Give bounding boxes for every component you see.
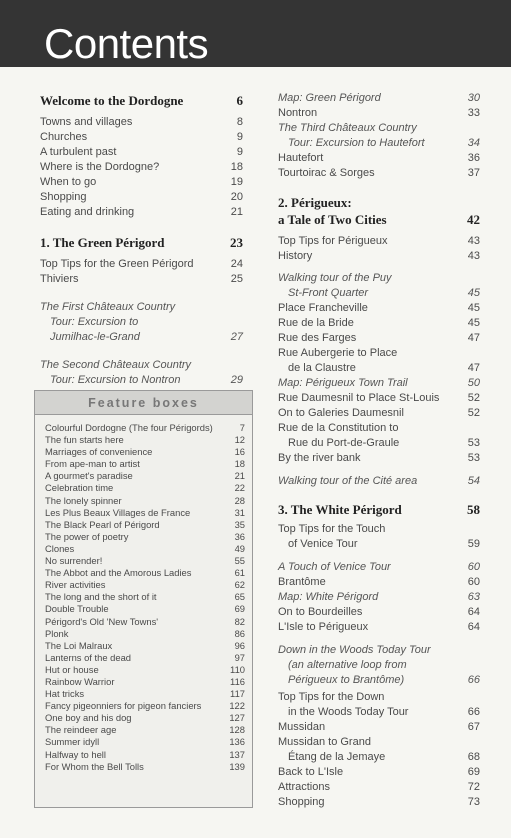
entry-page: 128 bbox=[229, 724, 245, 736]
entry-label: Top Tips for the Down bbox=[278, 691, 385, 703]
entry-page: 53 bbox=[467, 452, 480, 464]
entry-label: On to Galeries Daumesnil bbox=[278, 407, 404, 419]
entry-label: St-Front Quarter bbox=[288, 287, 369, 299]
entry-page: 31 bbox=[234, 506, 245, 518]
entry-page: 24 bbox=[230, 258, 243, 270]
entry-label: The Loi Malraux bbox=[45, 639, 113, 651]
entry-page: 54 bbox=[467, 475, 480, 487]
toc-entry-venice-tour[interactable] bbox=[278, 560, 480, 575]
toc-entry[interactable] bbox=[45, 531, 245, 543]
toc-entry[interactable] bbox=[278, 575, 480, 590]
toc-entry[interactable] bbox=[45, 736, 245, 748]
entry-page: 64 bbox=[467, 606, 480, 618]
entry-label: Where is the Dordogne? bbox=[40, 161, 160, 173]
entry-label: (an alternative loop from bbox=[288, 659, 407, 671]
toc-entry[interactable] bbox=[45, 495, 245, 507]
toc-entry[interactable] bbox=[45, 470, 245, 482]
entry-page: 36 bbox=[234, 530, 245, 542]
green-entries bbox=[40, 257, 243, 287]
toc-entry[interactable] bbox=[278, 166, 480, 181]
entry-page: 97 bbox=[234, 651, 245, 663]
toc-entry-walk2[interactable] bbox=[278, 474, 480, 489]
entry-page: 19 bbox=[230, 176, 243, 188]
toc-entry-tour2[interactable] bbox=[40, 358, 243, 388]
toc-entry[interactable] bbox=[278, 91, 480, 106]
entry-page: 137 bbox=[229, 748, 245, 760]
entry-page: 35 bbox=[234, 518, 245, 530]
entry-label: Map: White Périgord bbox=[278, 591, 379, 603]
entry-page: 61 bbox=[234, 567, 245, 579]
entry-label: Rue de la Bride bbox=[278, 317, 354, 329]
toc-entry-tour3[interactable] bbox=[278, 121, 480, 151]
entry-page: 9 bbox=[236, 131, 243, 143]
toc-entry[interactable] bbox=[45, 628, 245, 640]
toc-entry[interactable] bbox=[40, 145, 243, 160]
entry-label: Walking tour of the Cité area bbox=[278, 475, 418, 487]
entry-label: History bbox=[278, 250, 313, 262]
entry-label: Tour: Excursion to Nontron bbox=[50, 374, 181, 386]
toc-entry[interactable] bbox=[45, 555, 245, 567]
entry-page: 33 bbox=[467, 107, 480, 119]
entry-label: The fun starts here bbox=[45, 434, 124, 446]
toc-entry[interactable] bbox=[278, 106, 480, 121]
entry-label: Back to L'Isle bbox=[278, 766, 344, 778]
entry-label: The power of poetry bbox=[45, 530, 129, 542]
entry-label: Hut or house bbox=[45, 663, 99, 675]
toc-entry[interactable] bbox=[40, 115, 243, 130]
entry-label: Marriages of convenience bbox=[45, 446, 153, 458]
entry-label: The lonely spinner bbox=[45, 494, 122, 506]
entry-page: 43 bbox=[467, 235, 480, 247]
toc-entry-map-town[interactable] bbox=[278, 376, 480, 391]
entry-label: A Touch of Venice Tour bbox=[278, 561, 391, 573]
entry-label: Périgueux to Brantôme) bbox=[288, 674, 405, 686]
toc-entry[interactable] bbox=[40, 257, 243, 272]
section-page: 58 bbox=[467, 502, 480, 517]
entry-page: 60 bbox=[467, 576, 480, 588]
toc-entry[interactable] bbox=[278, 795, 480, 810]
section-label: 2. Périgueux: bbox=[278, 195, 352, 210]
entry-label: Celebration time bbox=[45, 482, 114, 494]
entry-label: Fancy pigeonniers for pigeon fanciers bbox=[45, 700, 202, 712]
entry-label: Top Tips for Périgueux bbox=[278, 235, 388, 247]
entry-label: River activities bbox=[45, 579, 106, 591]
entry-label: Rue Aubergerie to Place bbox=[278, 347, 398, 359]
entry-label: Les Plus Beaux Villages de France bbox=[45, 506, 191, 518]
walk1-entries bbox=[278, 301, 480, 346]
entry-label: Churches bbox=[40, 131, 88, 143]
page-title: Contents bbox=[44, 20, 209, 67]
section-label: 1. The Green Périgord bbox=[40, 235, 165, 250]
toc-entry-aubergerie[interactable] bbox=[278, 346, 480, 376]
entry-label: Double Trouble bbox=[45, 603, 109, 615]
toc-entry[interactable] bbox=[278, 331, 480, 346]
toc-entry[interactable] bbox=[45, 446, 245, 458]
section-page: 6 bbox=[236, 93, 243, 108]
entry-page: 49 bbox=[234, 542, 245, 554]
entry-page: 29 bbox=[230, 374, 243, 386]
entry-page: 36 bbox=[467, 152, 480, 164]
entry-label: Halfway to hell bbox=[45, 748, 106, 760]
entry-label: de la Claustre bbox=[288, 362, 356, 374]
entry-label: Map: Périgueux Town Trail bbox=[278, 377, 408, 389]
entry-label: Rue de la Constitution to bbox=[278, 422, 399, 434]
toc-entry[interactable] bbox=[40, 175, 243, 190]
entry-label: of Venice Tour bbox=[288, 538, 358, 550]
toc-entry[interactable] bbox=[278, 605, 480, 620]
toc-entry-woods-tour[interactable] bbox=[278, 643, 480, 688]
section-heading-perigueux[interactable] bbox=[278, 194, 480, 228]
entry-label: Walking tour of the Puy bbox=[278, 272, 392, 284]
entry-page: 47 bbox=[467, 332, 480, 344]
walk1-more-entries bbox=[278, 391, 480, 421]
entry-label: Shopping bbox=[40, 191, 87, 203]
entry-page: 52 bbox=[467, 392, 480, 404]
toc-entry[interactable] bbox=[278, 249, 480, 264]
entry-page: 86 bbox=[234, 627, 245, 639]
entry-page: 67 bbox=[467, 721, 480, 733]
entry-page: 72 bbox=[467, 781, 480, 793]
entry-page: 47 bbox=[467, 362, 480, 374]
entry-page: 25 bbox=[230, 273, 243, 285]
toc-entry[interactable] bbox=[278, 406, 480, 421]
entry-page: 66 bbox=[467, 706, 480, 718]
entry-label: The Third Châteaux Country bbox=[278, 122, 417, 134]
toc-entry-constitution[interactable] bbox=[278, 421, 480, 451]
entry-page: 69 bbox=[234, 603, 245, 615]
entry-label: Attractions bbox=[278, 781, 330, 793]
toc-entry[interactable] bbox=[45, 591, 245, 603]
entry-page: 116 bbox=[230, 675, 245, 687]
entry-label: When to go bbox=[40, 176, 97, 188]
toc-entry[interactable] bbox=[40, 272, 243, 287]
entry-page: 7 bbox=[239, 422, 245, 433]
entry-label: The Black Pearl of Périgord bbox=[45, 518, 160, 530]
toc-entry[interactable] bbox=[278, 780, 480, 795]
toc-entry[interactable] bbox=[45, 664, 245, 676]
entry-page: 64 bbox=[467, 621, 480, 633]
toc-entry[interactable] bbox=[45, 688, 245, 700]
toc-entry[interactable] bbox=[40, 205, 243, 220]
entry-label: Mussidan bbox=[278, 721, 326, 733]
entry-label: No surrender! bbox=[45, 555, 103, 567]
toc-entry[interactable] bbox=[45, 749, 245, 761]
toc-entry[interactable] bbox=[45, 434, 245, 446]
entry-page: 50 bbox=[467, 377, 480, 389]
entry-label: The reindeer age bbox=[45, 724, 117, 736]
toc-entry[interactable] bbox=[40, 130, 243, 145]
toc-entry[interactable] bbox=[278, 620, 480, 635]
entry-label: Place Francheville bbox=[278, 302, 368, 314]
section-label: 3. The White Périgord bbox=[278, 502, 402, 517]
entry-page: 28 bbox=[234, 494, 245, 506]
entry-page: 30 bbox=[467, 92, 480, 104]
toc-entry[interactable] bbox=[45, 422, 245, 434]
entry-page: 8 bbox=[236, 116, 243, 128]
entry-label: L'Isle to Périgueux bbox=[278, 621, 369, 633]
entry-page: 18 bbox=[234, 458, 245, 470]
section-heading-welcome[interactable] bbox=[40, 92, 243, 109]
entry-page: 122 bbox=[229, 700, 245, 712]
entry-label: Mussidan to Grand bbox=[278, 736, 371, 748]
toc-entry-white-tips[interactable] bbox=[278, 522, 480, 552]
toc-entry-woods-tips[interactable] bbox=[278, 690, 480, 720]
entry-label: Tour: Excursion to Hautefort bbox=[288, 137, 425, 149]
entry-page: 59 bbox=[467, 538, 480, 550]
entry-label: Hat tricks bbox=[45, 688, 85, 700]
entry-label: Jumilhac-le-Grand bbox=[50, 331, 140, 343]
toc-entry[interactable] bbox=[45, 616, 245, 628]
entry-label: Périgord's Old 'New Towns' bbox=[45, 615, 159, 627]
toc-entry[interactable] bbox=[45, 603, 245, 615]
toc-entry[interactable] bbox=[45, 761, 245, 773]
toc-entry-river-bank[interactable] bbox=[278, 451, 480, 466]
entry-page: 68 bbox=[467, 751, 480, 763]
entry-page: 63 bbox=[467, 591, 480, 603]
entry-page: 12 bbox=[234, 434, 245, 446]
entry-label: Clones bbox=[45, 542, 75, 554]
entry-page: 60 bbox=[467, 561, 480, 573]
entry-page: 69 bbox=[467, 766, 480, 778]
entry-page: 9 bbox=[236, 146, 243, 158]
perigueux-entries bbox=[278, 234, 480, 264]
final-entries bbox=[278, 765, 480, 810]
entry-page: 45 bbox=[467, 287, 480, 299]
toc-entry[interactable] bbox=[45, 567, 245, 579]
entry-label: For Whom the Bell Tolls bbox=[45, 760, 144, 772]
entry-page: 21 bbox=[234, 470, 245, 482]
entry-label: One boy and his dog bbox=[45, 712, 132, 724]
entry-label: On to Bourdeilles bbox=[278, 606, 363, 618]
entry-page: 66 bbox=[467, 674, 480, 686]
toc-entry[interactable] bbox=[45, 482, 245, 494]
toc-entry[interactable] bbox=[278, 151, 480, 166]
entry-label: Rue du Port-de-Graule bbox=[288, 437, 400, 449]
entry-page: 96 bbox=[234, 639, 245, 651]
entry-label: Tourtoirac & Sorges bbox=[278, 167, 375, 179]
toc-entry[interactable] bbox=[278, 316, 480, 331]
entry-label: Summer idyll bbox=[45, 736, 100, 748]
entry-label: Tour: Excursion to bbox=[50, 316, 139, 328]
entry-page: 110 bbox=[230, 663, 245, 675]
entry-label: Eating and drinking bbox=[40, 206, 135, 218]
toc-entry[interactable] bbox=[40, 190, 243, 205]
entry-page: 139 bbox=[229, 760, 245, 772]
entry-label: Rue des Farges bbox=[278, 332, 357, 344]
entry-page: 34 bbox=[467, 137, 480, 149]
entry-page: 16 bbox=[234, 446, 245, 458]
entry-page: 82 bbox=[234, 615, 245, 627]
entry-label: Plonk bbox=[45, 627, 69, 639]
entry-label: From ape-man to artist bbox=[45, 458, 140, 470]
toc-entry[interactable] bbox=[278, 765, 480, 780]
contents-left-column bbox=[40, 88, 243, 388]
after-tour3-entries bbox=[278, 151, 480, 181]
entry-label: Top Tips for the Touch bbox=[278, 523, 386, 535]
welcome-entries bbox=[40, 115, 243, 220]
entry-page: 20 bbox=[230, 191, 243, 203]
feature-entries bbox=[45, 422, 245, 773]
entry-page: 22 bbox=[234, 482, 245, 494]
entry-label: Shopping bbox=[278, 796, 325, 808]
entry-label: Hautefort bbox=[278, 152, 324, 164]
toc-entry-walk1[interactable] bbox=[278, 271, 480, 301]
entry-label: A turbulent past bbox=[40, 146, 117, 158]
toc-entry[interactable] bbox=[45, 507, 245, 519]
toc-entry[interactable] bbox=[45, 579, 245, 591]
toc-entry[interactable] bbox=[45, 543, 245, 555]
entry-label: A gourmet's paradise bbox=[45, 470, 133, 482]
entry-label: Map: Green Périgord bbox=[278, 92, 381, 104]
toc-entry[interactable] bbox=[45, 700, 245, 712]
venice-entries bbox=[278, 575, 480, 635]
feature-boxes-heading: Feature boxes bbox=[35, 391, 252, 415]
toc-entry[interactable] bbox=[45, 458, 245, 470]
entry-page: 117 bbox=[230, 688, 245, 700]
entry-page: 18 bbox=[230, 161, 243, 173]
entry-page: 136 bbox=[229, 736, 245, 748]
entry-page: 73 bbox=[467, 796, 480, 808]
entry-label: Thiviers bbox=[40, 273, 79, 285]
entry-label: Top Tips for the Green Périgord bbox=[40, 258, 194, 270]
entry-label: The long and the short of it bbox=[45, 591, 157, 603]
entry-page: 127 bbox=[229, 712, 245, 724]
toc-entry[interactable] bbox=[278, 590, 480, 605]
entry-label: Rue Daumesnil to Place St-Louis bbox=[278, 392, 440, 404]
entry-page: 43 bbox=[467, 250, 480, 262]
section-heading-white[interactable] bbox=[278, 501, 480, 518]
entry-page: 52 bbox=[467, 407, 480, 419]
feature-boxes-panel bbox=[34, 390, 253, 808]
right-top-entries bbox=[278, 91, 480, 121]
toc-entry[interactable] bbox=[278, 391, 480, 406]
toc-entry[interactable] bbox=[40, 160, 243, 175]
toc-entry[interactable] bbox=[45, 640, 245, 652]
section-page: 23 bbox=[230, 235, 243, 250]
entry-page: 21 bbox=[230, 206, 243, 218]
toc-entry-mussidan[interactable] bbox=[278, 720, 480, 735]
entry-page: 65 bbox=[234, 591, 245, 603]
entry-page: 53 bbox=[467, 437, 480, 449]
entry-label: Down in the Woods Today Tour bbox=[278, 644, 431, 656]
entry-page: 45 bbox=[467, 302, 480, 314]
entry-label: The Second Châteaux Country bbox=[40, 359, 192, 371]
toc-entry[interactable] bbox=[45, 652, 245, 664]
entry-label: in the Woods Today Tour bbox=[288, 706, 409, 718]
toc-entry[interactable] bbox=[45, 724, 245, 736]
toc-entry[interactable] bbox=[278, 301, 480, 316]
entry-label: Towns and villages bbox=[40, 116, 133, 128]
entry-page: 27 bbox=[230, 331, 243, 343]
section-page: 42 bbox=[467, 212, 480, 227]
entry-page: 37 bbox=[467, 167, 480, 179]
entry-label: The Abbot and the Amorous Ladies bbox=[45, 567, 192, 579]
entry-label: Rainbow Warrior bbox=[45, 675, 115, 687]
entry-label: The First Châteaux Country bbox=[40, 301, 176, 313]
section-label: a Tale of Two Cities bbox=[278, 212, 387, 227]
page-header bbox=[0, 0, 511, 67]
section-heading-green[interactable] bbox=[40, 234, 243, 251]
entry-page: 55 bbox=[234, 555, 245, 567]
toc-entry[interactable] bbox=[45, 519, 245, 531]
entry-label: Étang de la Jemaye bbox=[288, 751, 386, 763]
toc-entry-grand-etang[interactable] bbox=[278, 735, 480, 765]
entry-label: Nontron bbox=[278, 107, 318, 119]
toc-entry[interactable] bbox=[278, 234, 480, 249]
toc-entry[interactable] bbox=[45, 676, 245, 688]
entry-label: Brantôme bbox=[278, 576, 326, 588]
entry-label: Colourful Dordogne (The four Périgords) bbox=[45, 422, 213, 433]
toc-entry[interactable] bbox=[45, 712, 245, 724]
contents-right-column bbox=[278, 91, 480, 810]
entry-page: 45 bbox=[467, 317, 480, 329]
section-label: Welcome to the Dordogne bbox=[40, 93, 184, 108]
toc-entry-tour1[interactable] bbox=[40, 300, 243, 345]
entry-label: Lanterns of the dead bbox=[45, 651, 132, 663]
entry-page: 62 bbox=[234, 579, 245, 591]
entry-label: By the river bank bbox=[278, 452, 361, 464]
